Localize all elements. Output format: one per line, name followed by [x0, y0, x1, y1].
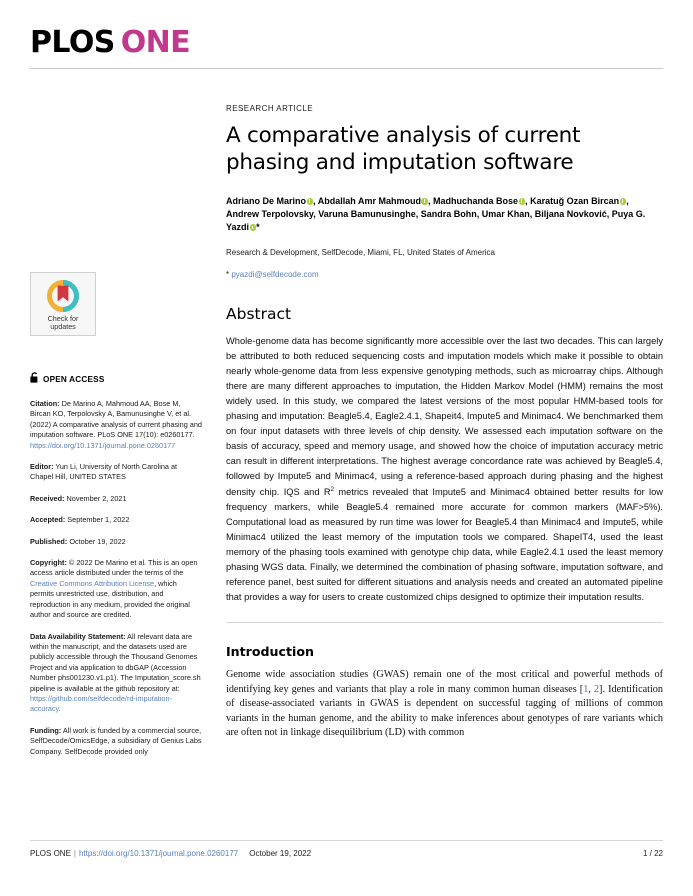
crossmark-line-2: updates: [50, 322, 76, 331]
footer-date: October 19, 2022: [249, 849, 312, 858]
creative-commons-link[interactable]: Creative Commons Attribution License: [30, 578, 155, 588]
citation-doi-link[interactable]: https://doi.org/10.1371/journal.pone.0260177: [30, 440, 176, 450]
article-content: [226, 104, 663, 740]
editor-text: Yun Li, University of North Carolina at Chapel Hill, UNITED STATES: [30, 462, 178, 482]
abstract-superscript: 2: [330, 485, 335, 493]
orcid-icon[interactable]: [421, 198, 428, 205]
published-date: October 19, 2022: [67, 536, 126, 546]
accepted-block: [30, 515, 202, 525]
crossmark-label: [48, 315, 79, 332]
orcid-icon[interactable]: [519, 198, 526, 205]
funding-text: All work is funded by a commercial source, SelfDecode/OmicsEdge, a subsidiary of Genius Labs Company. SelfDecode provided only: [30, 725, 202, 756]
funding-label: Funding:: [30, 725, 62, 735]
abstract-text-part-2: metrics revealed that Impute5 and Minimac4 obtained better results for low frequency markers, while Beagle5.4 remained more accurate for common markers (MAF>5%). Computational load as measured by run time was lower for Beagle5.4 than Minimac4 and Impute5, while Minimac4 utilized the least memory of the imputation tools we compared. ShapeIT4, used the least memory of the phasing tools examined with genotype chip data, while Eagle2.4.1 used the least memory phasing WGS data. Finally, we determined the combination of phasing software, imputation software, and reference panel, best suited for different situations and analysis needs and created an automated pipeline that provides a way for users to create customized chips designed to optimize their imputation results.: [226, 486, 663, 603]
copyright-text-before: © 2022 De Marino et al. This is an open access article distributed under the terms of the: [30, 558, 198, 578]
author-list: Adriano De Marino , Abdallah Amr Mahmoud , Madhuchanda Bose , Karatuğ Ozan Bircan , Andrew Terpolovsky, Varuna Bamunusinghe, Sandra Bohn, Umar Khan, Biljana Novković, Puya G. Yazdi *: [226, 196, 646, 233]
footer-journal-name: PLOS ONE: [30, 849, 71, 858]
footer-divider: [30, 840, 663, 841]
citation-ref-1[interactable]: 1: [583, 683, 589, 695]
correspondence: [226, 270, 663, 279]
crossmark-line-1: Check for: [47, 313, 79, 323]
affiliation: Research & Development, SelfDecode, Miami, FL, United States of America: [226, 247, 496, 257]
journal-masthead: [30, 25, 663, 69]
funding-block: [30, 726, 202, 757]
published-label: Published:: [30, 536, 68, 546]
intro-text-3: ]. Identification of disease-associated variants in GWAS is dependent on successful tagging of millions of common variants in the human genome, and the ability to make inferences about genotypes of rare variants which are often not in linkage disequilibrium (LD) with common: [226, 683, 663, 738]
logo-one-text: ONE: [120, 25, 191, 60]
orcid-icon[interactable]: [620, 198, 627, 205]
copyright-label: Copyright:: [30, 558, 67, 568]
crossmark-badge[interactable]: [30, 272, 96, 336]
copyright-block: [30, 558, 202, 620]
open-access-badge[interactable]: [30, 370, 202, 388]
intro-text-2: ,: [588, 683, 594, 695]
footer-left: [30, 849, 311, 858]
editor-block: [30, 462, 202, 483]
open-access-label: OPEN ACCESS: [43, 374, 105, 384]
citation-block: [30, 399, 202, 451]
open-lock-icon: [30, 370, 39, 388]
data-availability-label: Data Availability Statement:: [30, 631, 126, 641]
footer-separator: |: [73, 849, 76, 858]
citation-text: De Marino A, Mahmoud AA, Bose M, Bircan KO, Terpolovsky A, Bamunusinghe V, et al. (2022) A comparative analysis of current phasing and imputation software. PLoS ONE 17(10): e0260177.: [30, 399, 202, 440]
received-date: November 2, 2021: [64, 493, 127, 503]
correspondence-mark: *: [226, 269, 230, 279]
orcid-icon[interactable]: [307, 198, 314, 205]
abstract-body: [226, 334, 663, 606]
abstract-divider: [226, 622, 663, 623]
footer-doi-link[interactable]: https://doi.org/10.1371/journal.pone.0260177: [78, 849, 239, 858]
logo-plos-text: PLOS: [30, 25, 115, 60]
intro-text-1: Genome wide association studies (GWAS) remain one of the most critical and powerful methods of identifying key genes and variants that play a role in many common human diseases [: [226, 669, 663, 695]
accepted-label: Accepted:: [30, 515, 66, 525]
citation-ref-2[interactable]: 2: [593, 683, 600, 695]
github-repository-link[interactable]: https://github.com/selfdecode/rd-imputation-accuracy: [30, 693, 172, 714]
accepted-date: September 1, 2022: [65, 515, 130, 525]
introduction-body: [226, 668, 663, 740]
data-availability-block: [30, 632, 202, 715]
data-availability-text-after: .: [58, 704, 61, 714]
correspondence-email-link[interactable]: pyazdi@selfdecode.com: [231, 269, 319, 279]
orcid-icon[interactable]: [250, 224, 257, 231]
page-footer: [30, 840, 663, 858]
crossmark-badge-icon: [46, 280, 80, 313]
page-title: A comparative analysis of current phasing and imputation software: [226, 123, 581, 175]
article-sidebar: [30, 272, 202, 757]
data-availability-text-before: All relevant data are within the manuscript, and the datasets used are publicly accessible through the Thousand Genomes Project and via application to dbGAP (Accession Number phs001230.v1.p1). The Imputation_score.sh pipeline is available at the github repository at:: [30, 631, 201, 693]
copyright-text-after: , which permits unrestricted use, distribution, and reproduction in any medium, provided the original author and source are credited.: [30, 578, 190, 620]
received-block: [30, 494, 202, 504]
citation-label: Citation:: [30, 399, 60, 408]
article-type-label: RESEARCH ARTICLE: [226, 104, 314, 113]
received-label: Received:: [30, 493, 65, 503]
abstract-text-part-1: Whole-genome data has become significantly more accessible over the last two decades. This can largely be attributed to both reduced sequencing costs and imputation models which make it possible to obtain nearly whole-genome data from less expensive genotyping methods, such as microarray chips. Although there are many different approaches to imputation, the Hidden Markov Model (HMM) remains the most widely used. In this study, we compared the latest versions of the most popular HMM-based tools for phasing and imputation: Beagle5.4, Eagle2.4.1, Shapeit4, Impute5 and Minimac4. We benchmarked them on four input datasets with three levels of chip density. We assessed each imputation software on the basis of accuracy, speed and memory usage, and showed how the choice of imputation accuracy metric can result in different interpretations. The highest average concordance rate was achieved by Beagle5.4, followed by Impute5 and Minimac4, using a reference-based approach during phasing and the highest density chip. IQS and R: [226, 335, 663, 497]
editor-label: Editor:: [30, 462, 54, 472]
footer-page-number: 1 / 22: [642, 849, 663, 858]
plos-one-logo[interactable]: [30, 25, 663, 60]
masthead-divider: [30, 68, 663, 69]
introduction-heading: Introduction: [226, 644, 314, 660]
abstract-heading: Abstract: [226, 304, 292, 323]
published-block: [30, 537, 202, 547]
